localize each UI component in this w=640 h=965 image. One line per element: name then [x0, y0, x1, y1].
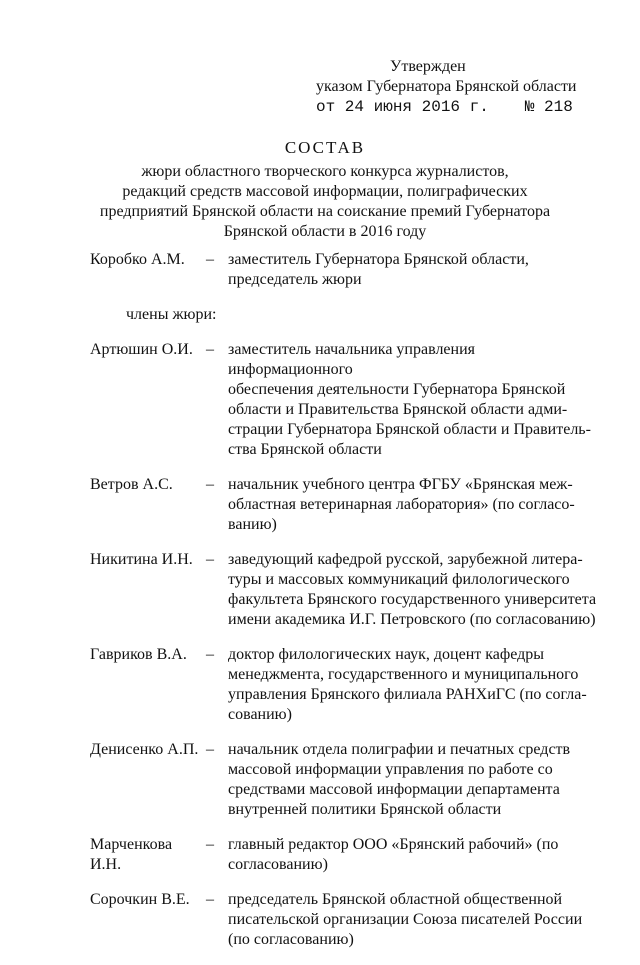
approval-date: от 24 июня 2016 г. [316, 98, 489, 116]
member-name: Артюшин О.И. [90, 341, 193, 358]
dash: – [206, 741, 214, 758]
jury-member-row [90, 340, 600, 460]
position-line: управления Брянского филиала РАНХиГС (по согла- [228, 686, 587, 703]
position-line: писательской организации Союза писателей России [228, 911, 583, 928]
position-line: имени академика И.Г. Петровского (по согласованию) [228, 611, 596, 628]
jury-list [90, 250, 600, 965]
position-line: ства Брянской области [228, 441, 382, 458]
members-label: члены жюри: [126, 306, 217, 323]
document-header [90, 138, 560, 242]
position-line: председатель жюри [228, 271, 362, 288]
position-line: (по согласованию) [228, 931, 354, 948]
member-position [228, 835, 600, 875]
jury-member-row [90, 740, 600, 820]
jury-member-row [90, 890, 600, 950]
dash: – [206, 251, 214, 268]
position-line: председатель Брянской областной общественной [228, 891, 563, 908]
jury-member-row [90, 475, 600, 535]
member-position [228, 645, 600, 725]
dash: – [206, 341, 214, 358]
dash: – [206, 646, 214, 663]
jury-member-row [90, 835, 600, 875]
header-line: редакций средств массовой информации, полиграфических [122, 183, 528, 200]
member-name: Ветров А.С. [90, 476, 173, 493]
jury-member-row [90, 550, 600, 630]
position-line: обеспечения деятельности Губернатора Брянской [228, 381, 566, 398]
member-position [228, 250, 600, 290]
member-position [228, 340, 600, 460]
dash: – [206, 891, 214, 908]
position-line: массовой информации управления по работе со [228, 761, 553, 778]
position-line: заместитель начальника управления информационного [228, 341, 476, 378]
position-line: заведующий кафедрой русской, зарубежной литера- [228, 551, 583, 568]
dash: – [206, 836, 214, 853]
member-name: Никитина И.Н. [90, 551, 193, 568]
member-name: Денисенко А.П. [90, 741, 199, 758]
header-line: предприятий Брянской области на соискание премий Губернатора [99, 203, 551, 220]
dash: – [206, 476, 214, 493]
dash: – [206, 551, 214, 568]
position-line: областная ветеринарная лаборатория» (по согласо- [228, 496, 575, 513]
position-line: заместитель Губернатора Брянской области, [228, 251, 529, 268]
member-position [228, 475, 600, 535]
position-line: согласованию) [228, 856, 328, 873]
position-line: сованию) [228, 706, 292, 723]
member-name: Сорочкин В.Е. [90, 891, 190, 908]
approval-heading: Утвержден [390, 58, 466, 75]
position-line: факультета Брянского государственного университета [228, 591, 597, 608]
document-title: СОСТАВ [284, 138, 366, 157]
position-line: туры и массовых коммуникаций филологического [228, 571, 570, 588]
member-position [228, 740, 600, 820]
position-line: области и Правительства Брянской области адми- [228, 401, 568, 418]
header-line: жюри областного творческого конкурса журналистов, [141, 163, 509, 180]
approval-number: № 218 [524, 98, 573, 116]
member-name: Марченкова И.Н. [90, 836, 173, 873]
member-position [228, 890, 600, 950]
position-line: главный редактор ООО «Брянский рабочий» (по [228, 836, 559, 853]
position-line: внутренней политики Брянской области [228, 801, 502, 818]
position-line: ванию) [228, 516, 277, 533]
jury-member-row [90, 645, 600, 725]
position-line: начальник учебного центра ФГБУ «Брянская меж- [228, 476, 573, 493]
position-line: страции Губернатора Брянской области и Правитель- [228, 421, 591, 438]
approval-date-line [316, 97, 616, 117]
position-line: начальник отдела полиграфии и печатных средств [228, 741, 571, 758]
member-name: Гавриков В.А. [90, 646, 187, 663]
position-line: средствами массовой информации департамента [228, 781, 560, 798]
position-line: доктор филологических наук, доцент кафедры [228, 646, 545, 663]
approval-decree: указом Губернатора Брянской области [316, 78, 577, 95]
member-name: Коробко А.М. [90, 251, 185, 268]
position-line: менеджмента, государственного и муниципального [228, 666, 579, 683]
approval-block [316, 57, 616, 117]
header-line: Брянской области в 2016 году [223, 223, 427, 240]
member-position [228, 550, 600, 630]
jury-chair-row [90, 250, 600, 290]
